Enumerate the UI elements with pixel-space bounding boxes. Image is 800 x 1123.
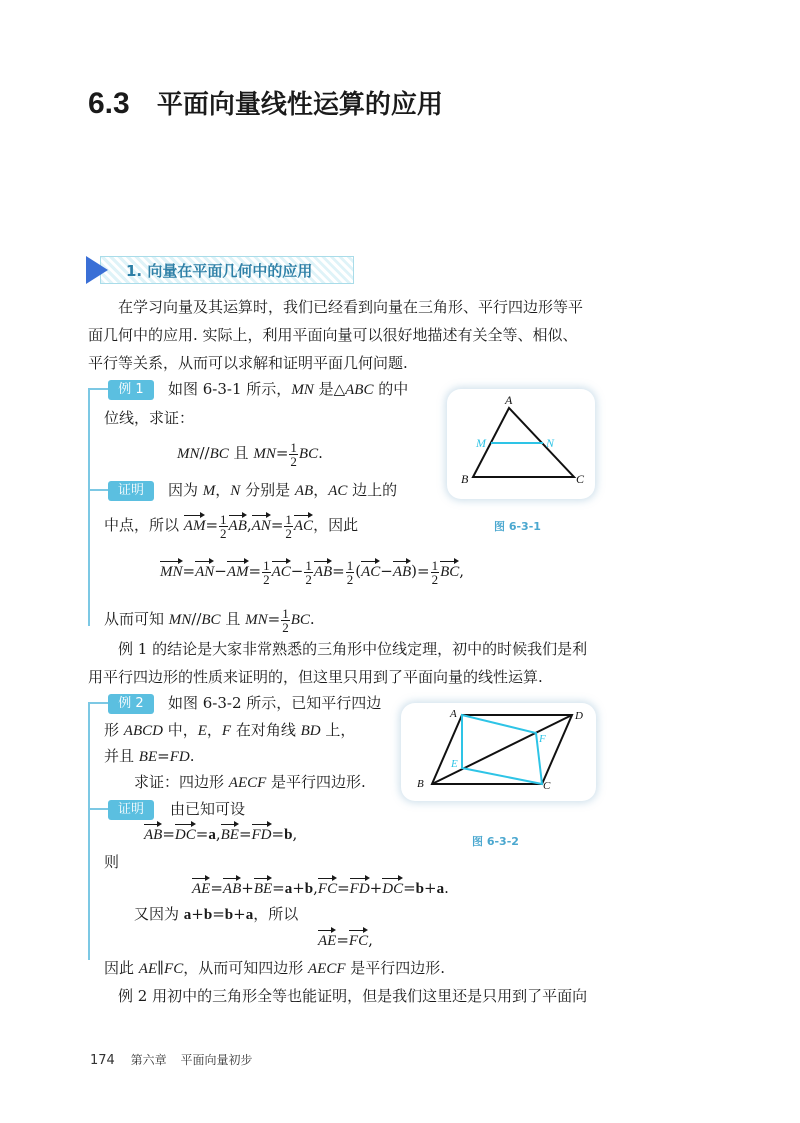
example2-line-4: 求证：四边形 AECF 是平行四边形. bbox=[134, 773, 366, 791]
chapter-title: 平面向量初步 bbox=[180, 1053, 253, 1067]
proof1-conclusion: 从而可知 MN//BC 且 MN= $\frac{1}{2}$ BC. bbox=[104, 605, 315, 635]
remark1-line-2: 用平行四边形的性质来证明的，但这里只用到了平面向量的线性运算. bbox=[88, 668, 543, 686]
proof2-line-1: 由已知可设 bbox=[170, 800, 246, 818]
intro-line-3: 平行等关系，从而可以求解和证明平面几何问题. bbox=[88, 354, 408, 372]
section-arrow-icon bbox=[86, 256, 108, 284]
example2-tag: 例 2 bbox=[108, 694, 154, 714]
figure-6-3-1-caption: 图 6-3-1 bbox=[494, 520, 541, 533]
proof1-line-1: 因为 M，N 分别是 AB，AC 边上的 bbox=[168, 481, 398, 499]
proof1-equation: MN=AN−AM= $\frac{1}{2}$ AC− $\frac{1}{2}$ AB= $\frac{1}{2}$ (AC−AB)= $\frac{1}{2}$ BC, bbox=[160, 557, 465, 587]
example1-claim: MN//BC 且 MN= $\frac{1}{2}$ BC. bbox=[177, 439, 323, 469]
example1-tag: 例 1 bbox=[108, 380, 154, 400]
label-n: N bbox=[546, 436, 555, 450]
intro-line-2: 面几何中的应用. 实际上，利用平面向量可以很好地描述有关全等、相似、 bbox=[88, 326, 578, 344]
proof2-equation-1: AE=AB+BE=a+b,FC=FD+DC=b+a. bbox=[192, 879, 449, 897]
example2-line-2: 形 ABCD 中，E，F 在对角线 BD 上， bbox=[104, 721, 356, 739]
label-b: B bbox=[461, 472, 469, 486]
label-c2: C bbox=[543, 780, 551, 792]
figure-6-3-1 bbox=[447, 389, 595, 499]
section-heading bbox=[86, 256, 354, 284]
label-e2: E bbox=[451, 758, 458, 770]
proof2-line-2: AB=DC=a,BE=FD=b, bbox=[144, 825, 298, 843]
page-footer bbox=[90, 1051, 253, 1068]
proof2-tag: 证明 bbox=[108, 800, 154, 820]
triangle-diagram bbox=[447, 389, 595, 499]
intro-line-1: 在学习向量及其运算时，我们已经看到向量在三角形、平行四边形等平 bbox=[118, 298, 584, 316]
proof2-line-3: 则 bbox=[104, 853, 120, 871]
title-text: 平面向量线性运算的应用 bbox=[156, 90, 443, 120]
example2-line-3: 并且 BE=FD. bbox=[104, 747, 195, 765]
page-number: 174 bbox=[90, 1053, 115, 1068]
example1-line-2: 位线，求证： bbox=[104, 409, 195, 427]
proof2-conclusion: 因此 AE∥FC，从而可知四边形 AECF 是平行四边形. bbox=[104, 959, 446, 977]
proof2-line-5: 又因为 a+b=b+a，所以 bbox=[134, 905, 299, 923]
page-title bbox=[88, 84, 443, 121]
label-d2: D bbox=[575, 710, 583, 722]
proof1-tag: 证明 bbox=[108, 481, 154, 501]
example2-line-1: 如图 6-3-2 所示，已知平行四边 bbox=[168, 694, 382, 712]
figure-6-3-2 bbox=[401, 703, 596, 801]
example2-side-rule bbox=[88, 702, 90, 960]
label-m: M bbox=[476, 436, 486, 450]
label-f2: F bbox=[539, 733, 546, 745]
figure-6-3-2-caption: 图 6-3-2 bbox=[472, 835, 519, 848]
proof1-line-2: 中点，所以 AM= $\frac{1}{2}$ AB,AN= $\frac{1}{2}$ AC，因此 bbox=[104, 511, 359, 541]
section-label: 1. 向量在平面几何中的应用 bbox=[126, 262, 313, 280]
proof2-equation-2: AE=FC, bbox=[318, 931, 373, 949]
remark1-line-1: 例 1 的结论是大家非常熟悉的三角形中位线定理，初中的时候我们是利 bbox=[118, 640, 588, 658]
chapter-label: 第六章 bbox=[130, 1053, 167, 1067]
example1-line-1: 如图 6-3-1 所示，MN 是△ABC 的中 bbox=[168, 380, 409, 398]
parallelogram-diagram bbox=[401, 703, 596, 801]
label-a2: A bbox=[450, 708, 457, 720]
label-b2: B bbox=[417, 778, 424, 790]
label-c: C bbox=[576, 472, 585, 486]
example2-final-line: 例 2 用初中的三角形全等也能证明，但是我们这里还是只用到了平面向 bbox=[118, 987, 588, 1005]
example1-side-rule bbox=[88, 388, 90, 626]
title-number: 6.3 bbox=[88, 87, 130, 120]
label-a: A bbox=[505, 393, 513, 407]
